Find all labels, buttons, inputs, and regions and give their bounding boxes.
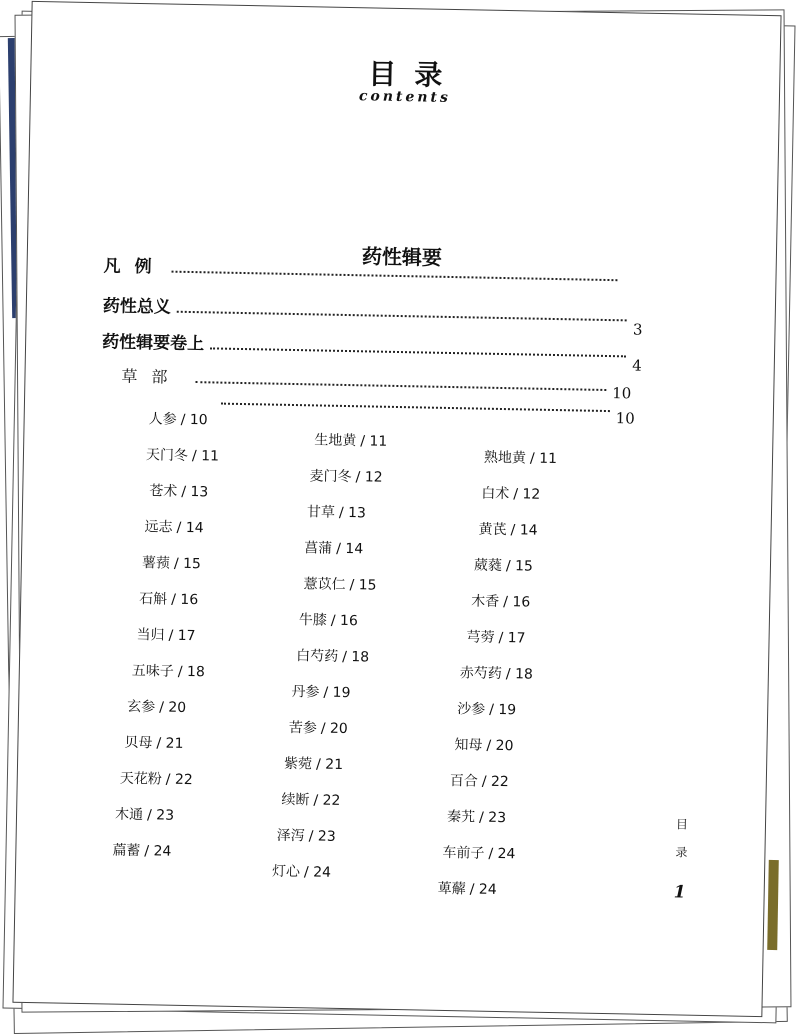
herb-name: 白术 [481, 485, 510, 503]
toc-entry-page: 4 [632, 356, 642, 375]
herb-page: / 11 [191, 448, 220, 465]
herb-entry[interactable] [314, 429, 388, 466]
toc-entry-page: 3 [632, 320, 643, 339]
herb-page: / 14 [510, 522, 538, 539]
dot-leader [177, 311, 627, 322]
herb-page: / 15 [349, 577, 377, 594]
herb-page: / 12 [355, 469, 383, 486]
herb-page: / 18 [505, 666, 533, 683]
herb-name: 沙参 [457, 701, 486, 718]
herb-page: / 20 [486, 737, 514, 755]
herb-page: / 24 [144, 843, 172, 860]
herb-entry[interactable] [449, 770, 551, 808]
herb-entry[interactable] [115, 804, 213, 842]
herb-entry[interactable] [119, 768, 213, 806]
running-header-vertical [671, 810, 692, 866]
book-spine-right [767, 860, 779, 950]
herb-name: 木通 [114, 806, 144, 824]
herb-entry[interactable] [303, 573, 385, 611]
herb-entry[interactable] [146, 444, 220, 481]
herb-entry[interactable] [484, 447, 558, 484]
herb-entry[interactable] [112, 840, 212, 878]
herb-page: / 23 [146, 807, 175, 824]
herb-name: 熟地黄 [483, 449, 527, 467]
dot-leader [210, 347, 626, 357]
herb-name: 葳蕤 [473, 557, 503, 575]
herb-page: / 20 [320, 720, 348, 738]
herb-page: / 22 [481, 773, 509, 791]
herb-name: 生地黄 [314, 432, 357, 450]
herb-name: 苦参 [288, 719, 317, 737]
herb-entry[interactable] [437, 878, 549, 916]
herb-entry[interactable] [127, 696, 215, 734]
herb-page: / 23 [478, 809, 507, 827]
toc-entry-page: 10 [611, 384, 632, 403]
herb-entry[interactable] [272, 861, 380, 899]
herb-name: 甘草 [306, 504, 336, 521]
herb-name: 薏苡仁 [303, 576, 346, 594]
herb-name: 贝母 [124, 734, 153, 752]
herb-page: / 13 [181, 483, 209, 501]
herb-page: / 16 [503, 594, 531, 611]
herb-page: / 16 [171, 591, 199, 609]
herb-entry[interactable] [304, 537, 386, 575]
herb-page: / 18 [341, 648, 370, 666]
herb-entry[interactable] [309, 465, 387, 502]
herb-name: 苍术 [149, 483, 178, 500]
toc-entry-unlabeled[interactable] [215, 401, 635, 428]
herb-entry[interactable] [457, 698, 553, 736]
toc-entry-page: 10 [615, 409, 635, 428]
herb-entry[interactable] [481, 483, 557, 520]
herb-page: / 19 [323, 684, 351, 702]
toc-entry-label: 凡例 [103, 256, 166, 278]
herb-entry[interactable] [148, 408, 220, 445]
herb-entry[interactable] [144, 516, 218, 553]
herb-entry[interactable] [284, 753, 382, 791]
herb-page: / 11 [360, 433, 388, 450]
herb-page: / 22 [313, 792, 341, 809]
herb-name: 萆薢 [437, 880, 466, 898]
herb-name: 知母 [454, 737, 483, 754]
herb-name: 石斛 [139, 591, 168, 608]
herb-entry[interactable] [124, 732, 214, 770]
herb-entry[interactable] [291, 681, 383, 719]
herb-page: / 13 [338, 504, 367, 522]
herb-entry[interactable] [296, 645, 384, 683]
herb-page: / 19 [489, 701, 517, 719]
running-header-char: 目 [675, 817, 689, 832]
herb-name: 车前子 [442, 844, 485, 862]
herb-page: / 16 [330, 612, 358, 630]
page-title: 目录 [368, 57, 461, 93]
herb-name: 五味子 [131, 662, 174, 680]
herb-page: / 21 [315, 756, 344, 774]
herb-entry[interactable] [281, 789, 381, 827]
herb-entry[interactable] [454, 734, 552, 772]
toc-entry-zongyi[interactable] [102, 291, 643, 339]
herb-page: / 24 [303, 864, 332, 881]
herb-page: / 18 [177, 663, 205, 681]
herb-entry[interactable] [276, 825, 380, 863]
herb-entry[interactable] [478, 519, 556, 556]
toc-entry-label: 药性总义 [102, 296, 172, 318]
herb-entry[interactable] [466, 626, 554, 664]
herb-page: / 24 [488, 845, 516, 863]
herb-name: 牛膝 [298, 612, 327, 629]
herb-entry[interactable] [136, 624, 216, 662]
herb-page: / 23 [308, 828, 336, 845]
herb-entry[interactable] [149, 480, 219, 517]
toc-entry-juanshang[interactable] [101, 327, 642, 375]
running-header-char: 录 [675, 845, 688, 860]
herb-name: 续断 [281, 791, 310, 809]
dot-leader [221, 403, 610, 412]
herb-page: / 17 [498, 629, 526, 647]
herb-name: 赤芍药 [459, 665, 503, 683]
herb-name: 菖蒲 [304, 540, 333, 557]
herb-page: / 14 [336, 540, 364, 558]
dot-leader [195, 381, 606, 391]
toc-page [12, 1, 781, 1017]
herb-column-3 [437, 447, 558, 916]
herb-entry[interactable] [288, 717, 382, 755]
herb-page: / 14 [176, 519, 204, 537]
toc-entry-caobu[interactable] [121, 364, 632, 403]
herb-entry[interactable] [131, 660, 215, 698]
herb-page: / 20 [158, 699, 187, 716]
herb-page: / 10 [180, 411, 208, 429]
herb-page: / 21 [156, 735, 184, 752]
herb-name: 木香 [471, 593, 500, 610]
herb-name: 百合 [449, 773, 478, 790]
herb-page: / 22 [165, 771, 193, 789]
herb-name: 薯蓣 [141, 555, 171, 572]
herb-entry[interactable] [298, 609, 384, 647]
herb-entry[interactable] [139, 588, 217, 625]
herb-entry[interactable] [459, 662, 553, 700]
herb-name: 玄参 [126, 698, 156, 716]
herb-name: 黄芪 [478, 521, 507, 539]
herb-name: 远志 [144, 519, 173, 536]
herb-entry[interactable] [473, 554, 555, 592]
herb-entry[interactable] [141, 552, 217, 589]
herb-page: / 17 [168, 627, 196, 645]
herb-name: 天门冬 [145, 447, 189, 464]
dot-leader [171, 271, 617, 282]
herb-entry[interactable] [306, 501, 386, 539]
herb-page: / 15 [173, 555, 202, 573]
herb-name: 萹蓄 [112, 842, 141, 860]
herb-name: 丹参 [291, 684, 320, 701]
herb-name: 紫菀 [283, 755, 313, 773]
herb-name: 芎䓖 [466, 629, 495, 646]
herb-entry[interactable] [442, 842, 550, 880]
herb-page: / 15 [505, 558, 534, 575]
herb-name: 秦艽 [446, 809, 476, 826]
herb-page: / 11 [529, 450, 558, 468]
herb-page: / 12 [513, 486, 541, 503]
herb-entry[interactable] [447, 806, 551, 844]
herb-page: / 24 [469, 881, 497, 898]
herb-name: 灯心 [271, 863, 301, 881]
herb-column-1 [112, 408, 220, 877]
herb-name: 泽泻 [276, 827, 305, 845]
toc-entry-label: 草部 [121, 366, 182, 387]
herb-name: 天花粉 [119, 770, 162, 788]
section-title: 药性辑要 [361, 244, 443, 270]
page-number: 1 [673, 882, 686, 903]
herb-column-2 [271, 429, 388, 898]
herb-name: 麦门冬 [309, 468, 352, 486]
herb-name: 当归 [136, 627, 165, 644]
herb-name: 白芍药 [296, 648, 339, 665]
toc-entry-label: 药性辑要卷上 [101, 332, 205, 355]
herb-entry[interactable] [471, 590, 555, 628]
page-subtitle: contents [358, 88, 452, 106]
herb-name: 人参 [148, 411, 177, 428]
